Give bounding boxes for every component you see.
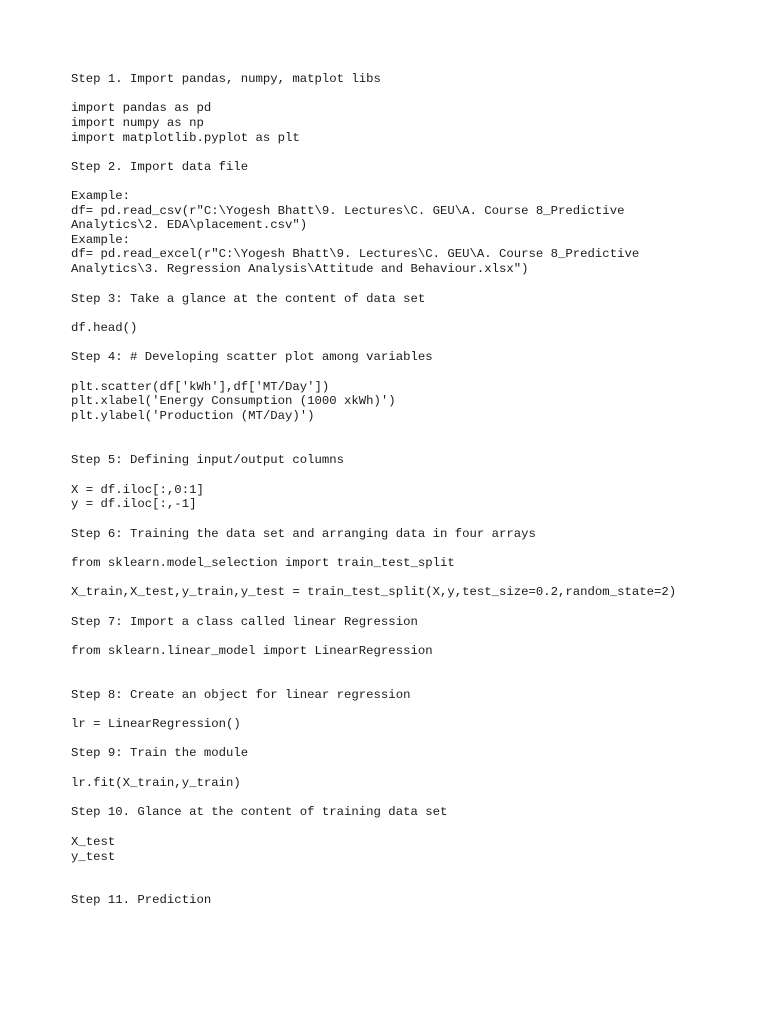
code-line: Example:: [71, 233, 131, 247]
code-line: plt.scatter(df['kWh'],df['MT/Day']): [71, 380, 330, 394]
step-5-heading: Step 5: Defining input/output columns: [71, 453, 345, 467]
step-4-heading: Step 4: # Developing scatter plot among variables: [71, 350, 433, 364]
step-6-heading: Step 6: Training the data set and arranging data in four arrays: [71, 527, 536, 541]
step-10-heading: Step 10. Glance at the content of training data set: [71, 805, 448, 819]
code-line: from sklearn.linear_model import LinearRegression: [71, 644, 433, 658]
code-line: X_test: [71, 835, 116, 849]
code-line: X = df.iloc[:,0:1]: [71, 483, 204, 497]
step-9-heading: Step 9: Train the module: [71, 746, 249, 760]
step-1-heading: Step 1. Import pandas, numpy, matplot libs: [71, 72, 381, 86]
code-line: lr.fit(X_train,y_train): [71, 776, 241, 790]
code-line: y_test: [71, 850, 116, 864]
code-line: df.head(): [71, 321, 138, 335]
code-line: import numpy as np: [71, 116, 204, 130]
code-line: Analytics\2. EDA\placement.csv"): [71, 218, 308, 232]
code-line: import pandas as pd: [71, 101, 212, 115]
code-line: df= pd.read_excel(r"C:\Yogesh Bhatt\9. Lectures\C. GEU\A. Course 8_Predictive: [71, 247, 640, 261]
code-line: Analytics\3. Regression Analysis\Attitude and Behaviour.xlsx"): [71, 262, 529, 276]
code-line: from sklearn.model_selection import train_test_split: [71, 556, 455, 570]
code-line: X_train,X_test,y_train,y_test = train_test_split(X,y,test_size=0.2,random_state=2): [71, 585, 677, 599]
code-line: df= pd.read_csv(r"C:\Yogesh Bhatt\9. Lectures\C. GEU\A. Course 8_Predictive: [71, 204, 625, 218]
step-8-heading: Step 8: Create an object for linear regression: [71, 688, 411, 702]
code-line: plt.xlabel('Energy Consumption (1000 xkWh)'): [71, 394, 396, 408]
step-7-heading: Step 7: Import a class called linear Regression: [71, 615, 418, 629]
step-11-heading: Step 11. Prediction: [71, 893, 212, 907]
code-line: y = df.iloc[:,-1]: [71, 497, 197, 511]
code-line: plt.ylabel('Production (MT/Day)'): [71, 409, 315, 423]
step-3-heading: Step 3: Take a glance at the content of data set: [71, 292, 426, 306]
code-line: lr = LinearRegression(): [71, 717, 241, 731]
step-2-heading: Step 2. Import data file: [71, 160, 249, 174]
code-line: Example:: [71, 189, 131, 203]
code-line: import matplotlib.pyplot as plt: [71, 131, 300, 145]
